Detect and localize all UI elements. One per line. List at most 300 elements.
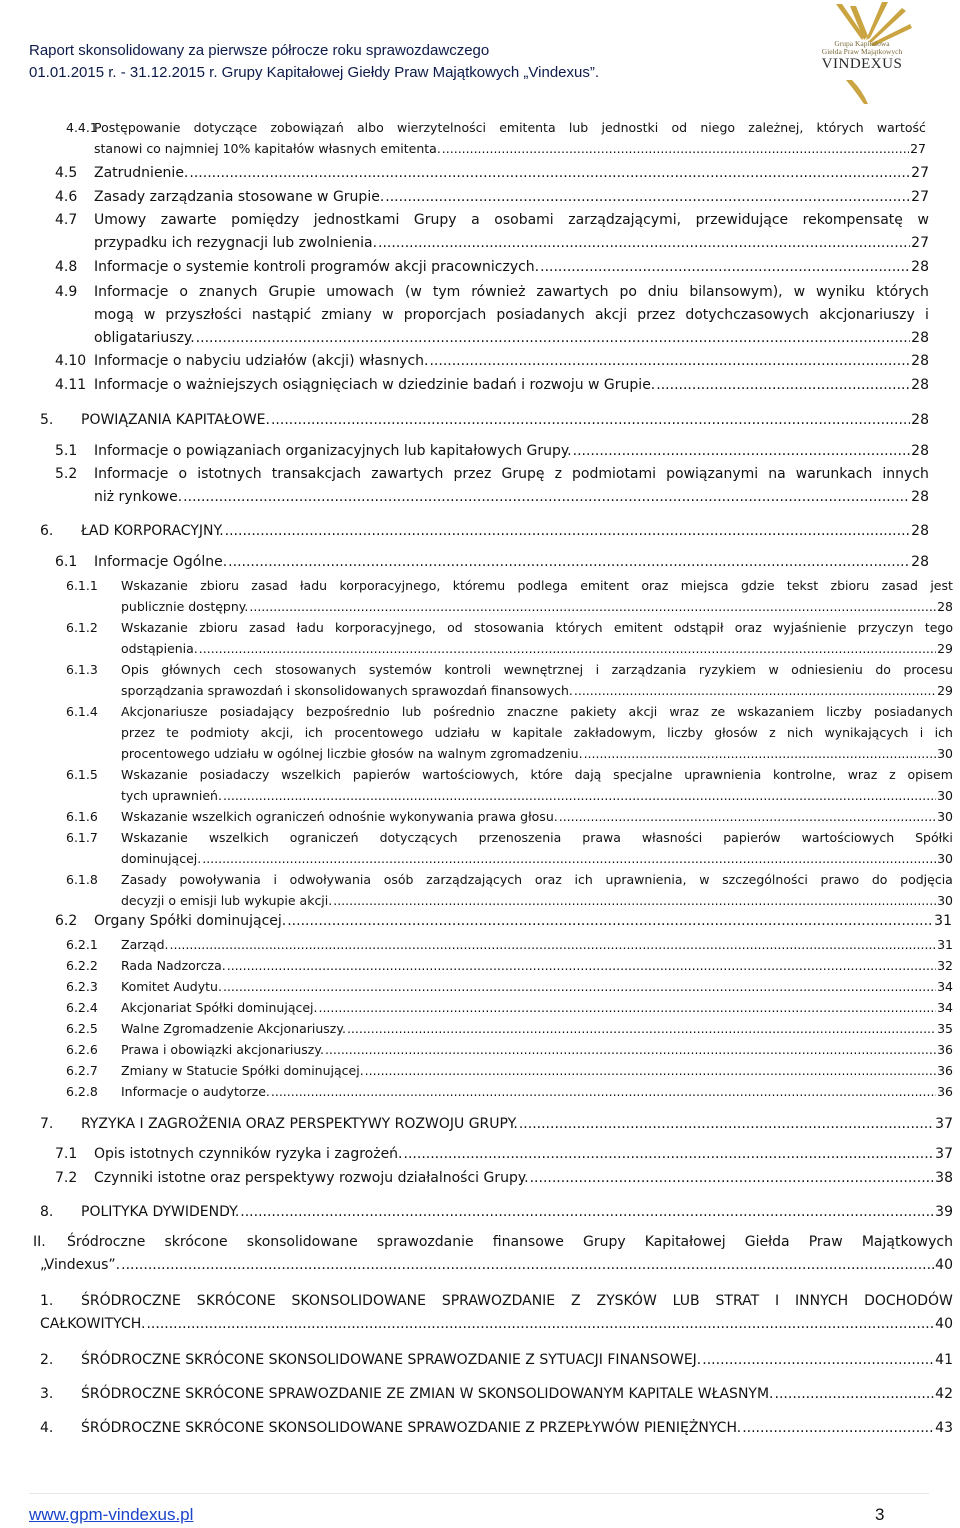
toc-word: dają: [574, 767, 602, 782]
toc-word: zarządzających: [426, 872, 523, 887]
toc-entry-page: 28: [911, 330, 929, 346]
toc-entry-title-line: [40, 1313, 953, 1336]
toc-word: stosowanych: [275, 662, 357, 677]
toc-word: w: [382, 307, 394, 323]
toc-word: podjęcia: [900, 872, 953, 887]
toc-word: przenoszenia: [478, 830, 562, 845]
toc-entry-title-line: [94, 138, 926, 159]
toc-entry-number: 5.1: [55, 443, 78, 459]
toc-dot-leader: [540, 256, 910, 279]
toc-word: finansowe: [492, 1234, 564, 1250]
toc-entry-page: 28: [911, 554, 929, 570]
toc-dot-leader: [196, 327, 911, 350]
logo-caption: [806, 40, 918, 56]
toc-entry-title-line: [121, 638, 953, 659]
toc-entry-title: POLITYKA DYWIDENDY.: [81, 1204, 240, 1220]
toc-word: wszelkich: [281, 767, 342, 782]
toc-word: Informacje: [94, 284, 169, 300]
toc-entry-page: 29: [937, 641, 953, 656]
toc-dot-leader: [574, 680, 936, 701]
toc-word: dotychczasowych: [685, 307, 809, 323]
toc-word: do: [871, 872, 888, 887]
toc-word: zawartych: [536, 284, 609, 300]
toc-entry-title-line: [121, 976, 953, 997]
toc-word: zobowiązań: [270, 120, 344, 135]
toc-word: z: [889, 767, 896, 782]
toc-word: i: [273, 872, 277, 887]
toc-word: proporcjach: [403, 307, 487, 323]
toc-word: posiadanych: [496, 307, 585, 323]
toc-word: kontroli: [444, 662, 492, 677]
toc-word: liczby: [826, 704, 862, 719]
toc-word: w: [793, 284, 806, 300]
toc-word: albo: [357, 120, 384, 135]
toc-entry-number: 4.11: [55, 377, 87, 393]
toc-entry-page: 37: [935, 1146, 953, 1162]
toc-word: głównych: [161, 662, 221, 677]
toc-word: zbioru: [830, 578, 870, 593]
toc-word: kapitale: [512, 725, 563, 740]
toc-entry-title: Czynniki istotne oraz perspektywy rozwoju działalności Grupy.: [94, 1170, 529, 1186]
toc-entry-number: 1.: [40, 1293, 54, 1309]
toc-dot-leader: [333, 890, 936, 911]
toc-entry-title: „Vindexus”.: [40, 1257, 121, 1273]
toc-word: Wskazanie: [121, 620, 188, 635]
toc-entry-title-line: [121, 848, 953, 869]
toc-word: jednostki: [601, 120, 659, 135]
toc-entry-title: przypadku ich rezygnacji lub zwolnienia.: [94, 235, 378, 251]
toc-word: posiadający: [219, 704, 294, 719]
toc-entry-title-line: [94, 350, 929, 373]
toc-word: które: [530, 767, 563, 782]
toc-entry-page: 27: [911, 189, 929, 205]
toc-word: skrócone: [164, 1234, 228, 1250]
toc-word: wszelkich: [208, 830, 269, 845]
toc-word: w: [143, 307, 156, 323]
toc-entry-number: II.: [33, 1234, 46, 1250]
toc-dot-leader: [365, 1060, 936, 1081]
toc-word: ryzykiem: [698, 662, 756, 677]
toc-word: SKONSOLIDOWANE: [291, 1293, 426, 1309]
footer-divider: [29, 1493, 929, 1494]
toc-entry-number: 6.2.3: [66, 979, 98, 994]
toc-entry-number: 4.6: [55, 189, 78, 205]
toc-entry-title-line: [94, 162, 929, 185]
toc-word: gdzie: [740, 578, 775, 593]
toc-entry-title: [94, 281, 929, 304]
toc-word: emitent: [613, 620, 663, 635]
toc-word: pakiety: [570, 704, 617, 719]
toc-entry-page: 36: [937, 1084, 953, 1099]
toc-entry-title-line: [121, 934, 953, 955]
toc-entry-title: Rada Nadzorcza.: [121, 958, 226, 973]
toc-word: akcji: [628, 704, 658, 719]
toc-word: zależnej,: [748, 120, 804, 135]
toc-dot-leader: [573, 440, 911, 463]
toc-word: mogą: [94, 307, 134, 323]
toc-entry-number: 4.8: [55, 259, 78, 275]
toc-word: bilansowym),: [689, 284, 783, 300]
logo-caption-line2: Giełda Praw Majątkowych: [821, 47, 903, 56]
toc-word: zmiany: [321, 307, 372, 323]
toc-word: Praw: [808, 1234, 843, 1250]
toc-entry-title-line: [94, 374, 929, 397]
toc-word: przewidujące: [695, 212, 789, 228]
toc-word: prawa: [582, 830, 621, 845]
toc-entry-title: POWIĄZANIA KAPITAŁOWE.: [81, 412, 270, 428]
toc-entry-title: Opis istotnych czynników ryzyka i zagrożeń.: [94, 1146, 403, 1162]
toc-entry-title-line: [121, 1039, 953, 1060]
toc-word: nastąpić: [251, 307, 312, 323]
toc-entry-title: Informacje o systemie kontroli programów akcji pracowniczych.: [94, 259, 540, 275]
toc-entry-number: 6.2.8: [66, 1084, 98, 1099]
toc-entry-title-line: [121, 785, 953, 806]
toc-word: Wskazanie: [121, 578, 188, 593]
toc-dot-leader: [318, 997, 936, 1018]
toc-word: tym: [432, 284, 461, 300]
toc-word: zawarte: [160, 212, 217, 228]
toc-word: jest: [930, 578, 953, 593]
toc-word: również: [471, 284, 526, 300]
toc-entry-page: 40: [935, 1316, 953, 1332]
toc-entry-page: 28: [911, 489, 929, 505]
toc-entry-number: 5.: [40, 412, 54, 428]
toc-entry-title: [121, 827, 953, 848]
toc-word: opisem: [907, 767, 953, 782]
toc-entry-title: Zmiany w Statucie Spółki dominującej.: [121, 1063, 364, 1078]
toc-entry-page: 27: [910, 141, 926, 156]
toc-dot-leader: [170, 934, 937, 955]
toc-entry-title: Wskazanie wszelkich ograniczeń odnośnie wykonywania prawa głosu.: [121, 809, 558, 824]
toc-word: pośrednio: [433, 704, 495, 719]
toc-word: bezpośrednio: [306, 704, 390, 719]
toc-word: uprawnienia,: [605, 872, 687, 887]
toc-entry-page: 28: [911, 377, 929, 393]
toc-entry-page: 34: [937, 1000, 953, 1015]
toc-entry-title: Informacje o ważniejszych osiągnięciach w dziedzinie badań i rozwoju w Grupie.: [94, 377, 656, 393]
toc-word: których: [876, 284, 929, 300]
toc-entry-title-line: [121, 955, 953, 976]
footer-website-link[interactable]: www.gpm-vindexus.pl: [29, 1505, 194, 1524]
toc-dot-leader: [199, 638, 936, 659]
toc-word: I: [775, 1293, 780, 1309]
toc-entry-title: decyzji o emisji lub wykupie akcji.: [121, 893, 333, 908]
toc-word: wartościowych,: [422, 767, 519, 782]
toc-word: lub: [568, 120, 589, 135]
toc-entry-number: 4.10: [55, 353, 87, 369]
toc-entry-title: ŚRÓDROCZNE SKRÓCONE SKONSOLIDOWANE SPRAWOZDANIE Z PRZEPŁYWÓW PIENIĘŻNYCH.: [81, 1420, 742, 1436]
toc-entry-title-line: [81, 1113, 953, 1136]
toc-word: cech: [233, 662, 263, 677]
toc-entry-page: 38: [935, 1170, 953, 1186]
toc-dot-leader: [530, 1167, 935, 1190]
toc-entry-number: 6.2.1: [66, 937, 98, 952]
toc-entry-title: [67, 1231, 953, 1254]
toc-word: Spółki: [915, 830, 953, 845]
toc-entry-title: [81, 1290, 953, 1313]
toc-word: zawartych: [371, 466, 444, 482]
toc-entry-title-line: [121, 1060, 953, 1081]
toc-word: Wskazanie: [121, 767, 188, 782]
toc-entry-title-line: [94, 186, 929, 209]
toc-entry-title-line: [81, 1383, 953, 1406]
toc-word: podlega: [517, 578, 568, 593]
toc-word: któremu: [452, 578, 506, 593]
toc-word: kontrolne,: [773, 767, 836, 782]
toc-word: przez: [121, 725, 155, 740]
toc-entry-title-line: [40, 1254, 953, 1277]
toc-entry-title-line: [94, 910, 952, 933]
toc-word: rekompensatę: [802, 212, 903, 228]
toc-word: papierów: [352, 767, 411, 782]
toc-entry-number: 6.1.8: [66, 872, 98, 887]
toc-entry-title: Informacje o nabyciu udziałów (akcji) własnych.: [94, 353, 429, 369]
toc-entry-title-line: [81, 520, 929, 543]
toc-word: dniu: [647, 284, 679, 300]
toc-entry-title-line: [81, 409, 929, 432]
toc-word: Kapitałowej: [644, 1234, 726, 1250]
toc-word: te: [166, 725, 179, 740]
toc-word: ograniczeń: [289, 830, 359, 845]
toc-word: Akcjonariusze: [121, 704, 208, 719]
toc-word: a: [471, 212, 480, 228]
toc-word: papierów: [723, 830, 781, 845]
toc-dot-leader: [223, 976, 936, 997]
toc-word: ich: [934, 725, 953, 740]
toc-word: wierzytelności: [396, 120, 486, 135]
toc-word: podmioty: [190, 725, 250, 740]
toc-word: zarządzającymi,: [568, 212, 682, 228]
swoosh-icon: [846, 80, 868, 104]
toc-entry-number: 6.2: [55, 913, 78, 929]
toc-entry-page: 28: [911, 443, 929, 459]
toc-word: zasad: [251, 578, 288, 593]
toc-word: SKRÓCONE: [196, 1293, 276, 1309]
toc-word: liczby: [667, 725, 703, 740]
toc-word: ze: [710, 704, 726, 719]
toc-dot-leader: [404, 1143, 935, 1166]
toc-word: uprawnienia: [684, 767, 762, 782]
toc-entry-number: 6.1.2: [66, 620, 98, 635]
header-report-title: Raport skonsolidowany za pierwsze półrocze roku sprawozdawczego: [29, 42, 490, 59]
toc-dot-leader: [223, 785, 936, 806]
toc-word: niego: [700, 120, 736, 135]
toc-word: Grupie: [268, 284, 316, 300]
toc-word: przez: [453, 466, 492, 482]
toc-word: w: [491, 725, 502, 740]
toc-word: Zasady: [121, 872, 167, 887]
toc-word: zasad: [249, 620, 286, 635]
toc-dot-leader: [385, 186, 910, 209]
toc-word: zbioru: [199, 620, 238, 635]
toc-entry-page: 27: [911, 235, 929, 251]
toc-word: skonsolidowane: [246, 1234, 358, 1250]
toc-word: osobami: [494, 212, 554, 228]
toc-dot-leader: [183, 486, 910, 509]
toc-word: tego: [924, 620, 953, 635]
toc-word: posiadanych: [873, 704, 953, 719]
toc-entry-number: 7.1: [55, 1146, 78, 1162]
toc-entry-title: [121, 869, 953, 890]
toc-word: SPRAWOZDANIE: [441, 1293, 556, 1309]
toc-entry-page: 30: [937, 746, 953, 761]
toc-entry-number: 6.1.6: [66, 809, 98, 824]
toc-word: przyszłości: [165, 307, 242, 323]
toc-entry-page: 41: [935, 1352, 953, 1368]
toc-entry-number: 2.: [40, 1352, 54, 1368]
toc-entry-title: [121, 764, 953, 785]
toc-word: po: [619, 284, 637, 300]
toc-entry-title-line: [121, 743, 953, 764]
toc-entry-page: 28: [937, 599, 953, 614]
toc-entry-title: niż rynkowe.: [94, 489, 183, 505]
toc-dot-leader: [271, 409, 910, 432]
toc-entry-title-line: [121, 680, 953, 701]
toc-entry-title-line: [94, 440, 929, 463]
toc-word: specjalne: [613, 767, 673, 782]
toc-word: których: [816, 120, 864, 135]
toc-entry-title-line: [94, 1143, 953, 1166]
toc-word: od: [447, 620, 463, 635]
toc-word: z: [769, 725, 776, 740]
toc-word: Z: [571, 1293, 581, 1309]
toc-word: miejsca: [680, 578, 729, 593]
toc-word: procentowego: [334, 725, 424, 740]
toc-word: Wskazanie: [121, 830, 188, 845]
toc-word: prawo: [820, 872, 860, 887]
toc-entry-number: 4.: [40, 1420, 54, 1436]
toc-entry-title: RYZYKA I ZAGROŻENIA ORAZ PERSPEKTYWY ROZWOJU GRUPY.: [81, 1116, 518, 1132]
toc-entry-page: 29: [937, 683, 953, 698]
toc-word: korporacyjnego,: [339, 578, 441, 593]
toc-entry-page: 31: [937, 937, 953, 952]
toc-entry-number: 8.: [40, 1204, 54, 1220]
toc-word: wewnętrznej: [503, 662, 584, 677]
toc-word: Śródroczne: [67, 1234, 146, 1250]
toc-entry-number: 6.1.5: [66, 767, 98, 782]
toc-word: w: [917, 212, 929, 228]
toc-word: lub: [401, 704, 422, 719]
toc-word: powiązanymi: [666, 466, 759, 482]
toc-entry-page: 28: [911, 412, 929, 428]
toc-entry-number: 6.1.1: [66, 578, 98, 593]
toc-word: (w: [404, 284, 422, 300]
toc-word: ich: [304, 725, 323, 740]
toc-word: akcji: [594, 307, 628, 323]
toc-word: umowach: [326, 284, 394, 300]
toc-word: znanych: [198, 284, 258, 300]
toc-entry-number: 6.1.4: [66, 704, 98, 719]
toc-entry-number: 4.5: [55, 165, 78, 181]
toc-entry-title-line: [94, 1167, 953, 1190]
toc-word: Grupy: [413, 212, 457, 228]
toc-word: innych: [882, 466, 929, 482]
toc-dot-leader: [442, 138, 909, 159]
toc-word: Grupę: [501, 466, 545, 482]
toc-word: ich: [574, 872, 593, 887]
toc-entry-number: 6.2.5: [66, 1021, 98, 1036]
toc-word: wraz: [847, 767, 878, 782]
toc-entry-page: 40: [935, 1257, 953, 1273]
toc-entry-title: dominującej.: [121, 851, 202, 866]
toc-word: zbioru: [200, 578, 239, 593]
toc-entry-page: 35: [937, 1021, 953, 1036]
toc-word: z: [554, 466, 562, 482]
toc-entry-title: ŁAD KORPORACYJNY.: [81, 523, 224, 539]
toc-entry-title-line: [81, 1201, 953, 1224]
toc-word: znaczne: [506, 704, 559, 719]
toc-entry-title-line: [121, 890, 953, 911]
toc-dot-leader: [271, 1081, 936, 1102]
toc-word: systemów: [368, 662, 432, 677]
toc-entry-title: CAŁKOWITYCH.: [40, 1316, 146, 1332]
toc-word: akcji,: [260, 725, 294, 740]
toc-word: własności: [641, 830, 703, 845]
toc-entry-title-line: [81, 1349, 953, 1372]
toc-entry-number: 6.1: [55, 554, 78, 570]
toc-entry-title-line: [121, 1018, 953, 1039]
toc-word: akcjonariuszy: [819, 307, 915, 323]
toc-word: oraz: [534, 872, 562, 887]
toc-word: Grupy: [582, 1234, 626, 1250]
toc-word: Informacje: [94, 466, 169, 482]
toc-entry-number: 4.9: [55, 284, 78, 300]
toc-entry-page: 43: [935, 1420, 953, 1436]
toc-word: szczególności: [722, 872, 808, 887]
toc-dot-leader: [287, 910, 933, 933]
toc-word: procesu: [903, 662, 953, 677]
toc-word: w: [768, 662, 779, 677]
toc-entry-page: 34: [937, 979, 953, 994]
toc-dot-leader: [378, 232, 910, 255]
toc-dot-leader: [121, 1254, 934, 1277]
toc-entry-number: 3.: [40, 1386, 54, 1402]
toc-entry-page: 32: [937, 958, 953, 973]
toc-word: odniesieniu: [791, 662, 863, 677]
toc-entry-title-line: [121, 596, 953, 617]
toc-word: wskazaniem: [737, 704, 815, 719]
toc-dot-leader: [702, 1349, 934, 1372]
toc-word: Majątkowych: [861, 1234, 953, 1250]
toc-entry-title: [121, 659, 953, 680]
toc-word: Postępowanie: [94, 120, 181, 135]
toc-entry-title: Komitet Audytu.: [121, 979, 222, 994]
toc-word: przez: [637, 307, 676, 323]
toc-word: od: [671, 120, 688, 135]
toc-entry-title: [94, 304, 929, 327]
toc-word: dotyczące: [193, 120, 258, 135]
toc-word: ZYSKÓW: [596, 1293, 657, 1309]
toc-word: nich: [786, 725, 814, 740]
toc-entry-title-line: [94, 232, 929, 255]
toc-word: odwoływania: [289, 872, 372, 887]
toc-entry-number: 7.2: [55, 1170, 78, 1186]
toc-word: DOCHODÓW: [864, 1293, 953, 1309]
toc-entry-title: stanowi co najmniej 10% kapitałów własnych emitenta.: [94, 141, 441, 156]
toc-entry-title: Akcjonariat Spółki dominującej.: [121, 1000, 318, 1015]
toc-entry-page: 37: [935, 1116, 953, 1132]
toc-entry-page: 39: [935, 1204, 953, 1220]
toc-entry-title-line: [94, 327, 929, 350]
toc-entry-title: [121, 575, 953, 596]
toc-entry-number: 7.: [40, 1116, 54, 1132]
toc-entry-title: Zarząd.: [121, 937, 169, 952]
toc-word: Giełda: [744, 1234, 790, 1250]
toc-entry-page: 28: [911, 523, 929, 539]
toc-entry-title: Informacje Ogólne.: [94, 554, 228, 570]
toc-entry-number: 6.2.6: [66, 1042, 98, 1057]
toc-word: ŚRÓDROCZNE: [81, 1293, 181, 1309]
